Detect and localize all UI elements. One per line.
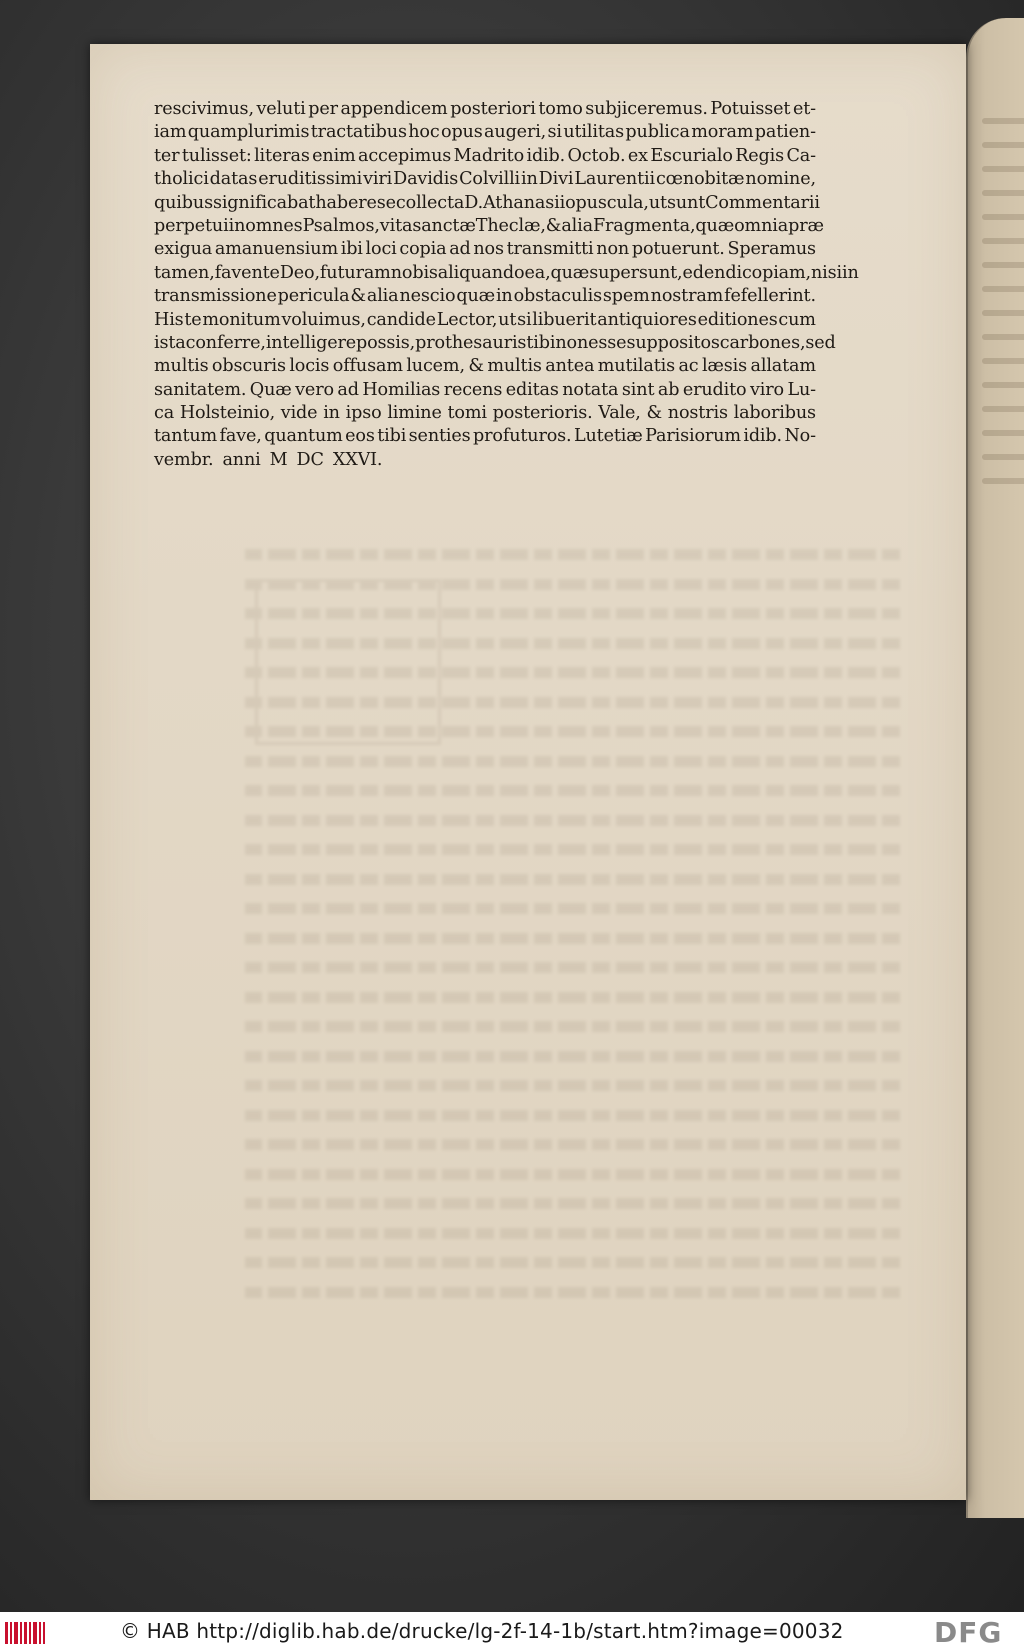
word: literas: [254, 145, 310, 166]
word: laboribus: [733, 403, 816, 424]
word: præ: [788, 215, 824, 236]
word: quæ: [550, 262, 590, 283]
word: Colvilli: [459, 169, 521, 190]
word: utilitas: [563, 122, 624, 143]
word: transmitti: [506, 239, 594, 260]
word: Regis: [735, 145, 785, 166]
word: Laurentii: [574, 169, 655, 190]
word: Commentarii: [705, 192, 820, 213]
word: appendicem: [340, 99, 448, 119]
word: quæ: [695, 215, 735, 236]
word: tibi: [377, 426, 407, 447]
word: ut: [648, 192, 667, 213]
word: nobis: [390, 262, 438, 283]
word: potuerunt.: [631, 239, 725, 260]
word: favente: [214, 262, 280, 283]
word: vide: [280, 403, 318, 424]
word: profuturos.: [473, 426, 572, 447]
word: ut: [498, 309, 517, 330]
footer-citation-link[interactable]: © HAB http://diglib.hab.de/drucke/lg-2f-14-1b/start.htm?image=00032: [120, 1619, 844, 1643]
word: si: [547, 122, 562, 143]
word: thesauris: [444, 332, 527, 353]
word: notata: [562, 379, 619, 400]
word: Speramus: [727, 239, 816, 260]
word: Fragmenta,: [592, 215, 696, 236]
word: et-: [792, 99, 816, 119]
word: ter: [154, 145, 180, 166]
word: idib.: [526, 145, 566, 166]
word: &: [350, 286, 366, 307]
word: viri: [363, 169, 393, 190]
dfg-logo: DFG: [934, 1616, 1003, 1649]
text-line: [154, 121, 816, 144]
word: Parisiorum: [645, 426, 741, 447]
word: copia: [399, 239, 447, 260]
word: Vale,: [598, 403, 641, 424]
word: monitum: [202, 309, 281, 330]
word: alia: [366, 286, 399, 307]
word: Ca-: [786, 145, 816, 166]
word: Davidis: [393, 169, 459, 190]
word: transmissione: [154, 286, 277, 307]
word: sanitatem.: [154, 379, 247, 400]
word: Potuisset: [710, 99, 791, 119]
word: limine: [387, 403, 442, 424]
word: &: [545, 215, 562, 236]
word: perpetui: [154, 215, 229, 236]
word: exigua: [154, 239, 213, 260]
word: erudito: [682, 379, 747, 400]
text-line: [154, 168, 816, 191]
word: edendi: [682, 262, 742, 283]
word: vita: [379, 215, 413, 236]
word: tractatibus: [310, 122, 407, 143]
text-line: [154, 355, 816, 378]
word: publica: [625, 122, 690, 143]
word: quæ: [456, 286, 496, 307]
word: Octob.: [567, 145, 626, 166]
word: Lutetiæ: [573, 426, 643, 447]
word: recens: [443, 379, 503, 400]
word: hoc: [408, 122, 440, 143]
page-text-block: [154, 98, 859, 472]
word: locis: [289, 356, 330, 377]
word: accepimus: [358, 145, 452, 166]
word: editas: [505, 379, 559, 400]
word: mutilatis: [597, 356, 675, 377]
word: &: [468, 356, 484, 377]
word: cum: [778, 309, 816, 330]
word: nostram: [650, 286, 724, 307]
word: non: [555, 332, 589, 353]
word: ista: [154, 332, 186, 353]
word: antiquiores: [597, 309, 697, 330]
word: tantum: [154, 426, 218, 447]
word: subjiceremus.: [585, 99, 708, 119]
word: sunt: [666, 192, 706, 213]
word: His: [154, 309, 184, 330]
word: tulisset:: [181, 145, 252, 166]
word: DC: [296, 449, 324, 470]
verso-show-through: [245, 549, 900, 1349]
word: tholici: [154, 169, 209, 190]
word: sed: [805, 332, 836, 353]
word: candide: [366, 309, 436, 330]
word: opus: [441, 122, 483, 143]
word: te: [184, 309, 202, 330]
word: loci: [365, 239, 397, 260]
text-line: [154, 449, 816, 472]
word: si: [517, 309, 532, 330]
text-line: [154, 309, 816, 332]
word: eruditissimi: [258, 169, 363, 190]
text-line: [154, 379, 816, 402]
word: in: [323, 403, 340, 424]
word: nostris: [667, 403, 728, 424]
text-line: [154, 145, 816, 168]
word: eos: [345, 426, 375, 447]
word: senties: [408, 426, 471, 447]
word: D.: [464, 192, 484, 213]
adjacent-page-edge: [966, 18, 1024, 1518]
word: aliquando: [437, 262, 525, 283]
word: posteriori: [450, 99, 536, 119]
word: obstaculis: [513, 286, 602, 307]
word: Quæ: [249, 379, 292, 400]
word: tamen,: [154, 262, 215, 283]
word: ad: [449, 239, 471, 260]
word: Lector,: [436, 309, 498, 330]
word: datas: [209, 169, 258, 190]
word: Lu-: [787, 379, 816, 400]
word: lucem,: [406, 356, 465, 377]
word: Homilias: [362, 379, 441, 400]
word: habere: [315, 192, 377, 213]
word: idib.: [743, 426, 782, 447]
word: ex: [627, 145, 648, 166]
word: se: [376, 192, 396, 213]
word: per: [308, 99, 338, 119]
word: Escurialo: [650, 145, 733, 166]
word: Deo,: [279, 262, 320, 283]
word: editiones: [697, 309, 778, 330]
word: Theclæ,: [475, 215, 546, 236]
word: ipso: [345, 403, 382, 424]
word: in: [495, 286, 513, 307]
text-line: [154, 402, 816, 425]
word: supersunt,: [589, 262, 683, 283]
word: vero: [295, 379, 334, 400]
word: fave,: [219, 426, 262, 447]
word: patien-: [754, 122, 816, 143]
word: nisi: [811, 262, 843, 283]
word: nos: [473, 239, 504, 260]
word: ab: [657, 379, 680, 400]
word: augeri,: [484, 122, 547, 143]
word: ad: [337, 379, 359, 400]
word: libuerit: [532, 309, 597, 330]
word: &: [646, 403, 663, 424]
word: nescio: [399, 286, 456, 307]
word: No-: [784, 426, 816, 447]
word: significabat: [212, 192, 316, 213]
word: posterioris.: [492, 403, 593, 424]
text-line: [154, 262, 859, 285]
word: in: [842, 262, 859, 283]
word: allatam: [750, 356, 816, 377]
word: quamplurimis: [187, 122, 310, 143]
word: Psalmos,: [302, 215, 380, 236]
text-line: [154, 192, 820, 215]
word: conferre,: [185, 332, 266, 353]
word: ac: [678, 356, 699, 377]
word: Divi: [538, 169, 574, 190]
word: tomo: [538, 99, 583, 119]
word: viro: [749, 379, 784, 400]
word: Athanasii: [483, 192, 566, 213]
text-line: [154, 425, 816, 448]
word: rescivimus,: [154, 99, 254, 119]
word: XXVI.: [332, 449, 383, 470]
word: intelligere: [265, 332, 356, 353]
word: esse: [588, 332, 627, 353]
word: multis: [154, 356, 209, 377]
word: carbones,: [719, 332, 806, 353]
footer-bar: [0, 1612, 1024, 1652]
word: veluti: [256, 99, 306, 119]
word: voluimus,: [281, 309, 366, 330]
word: sanctæ: [412, 215, 476, 236]
word: collecta: [395, 192, 465, 213]
text-line: [154, 332, 836, 355]
word: vembr.: [154, 449, 214, 470]
word: omnes: [245, 215, 303, 236]
word: alia: [561, 215, 593, 236]
text-line: [154, 215, 824, 238]
text-line: [154, 98, 816, 121]
word: suppositos: [626, 332, 720, 353]
word: possis,: [355, 332, 416, 353]
word: ibi: [340, 239, 363, 260]
word: amanuensium: [214, 239, 338, 260]
word: futuram: [319, 262, 391, 283]
word: M: [269, 449, 288, 470]
word: quibus: [154, 192, 213, 213]
word: Holsteinio,: [179, 403, 276, 424]
word: nomine,: [745, 169, 816, 190]
word: quantum: [264, 426, 343, 447]
word: offusam: [332, 356, 403, 377]
word: in: [521, 169, 538, 190]
word: iam: [154, 122, 187, 143]
hab-barcode-logo-icon: [4, 1620, 46, 1646]
word: tomi: [447, 403, 487, 424]
word: non: [596, 239, 630, 260]
word: ca: [154, 403, 175, 424]
word: enim: [312, 145, 356, 166]
text-line: [154, 238, 816, 261]
word: multis: [487, 356, 542, 377]
word: sint: [621, 379, 655, 400]
word: antea: [545, 356, 595, 377]
word: ea,: [524, 262, 551, 283]
word: pro: [415, 332, 445, 353]
word: pericula: [277, 286, 350, 307]
word: tibi: [526, 332, 556, 353]
word: Madrito: [453, 145, 525, 166]
word: opuscula,: [565, 192, 649, 213]
word: obscuris: [211, 356, 286, 377]
word: omnia: [734, 215, 789, 236]
word: spem: [602, 286, 650, 307]
word: in: [228, 215, 246, 236]
text-line: [154, 285, 816, 308]
word: anni: [222, 449, 261, 470]
word: cœnobitæ: [655, 169, 745, 190]
word: copiam,: [741, 262, 811, 283]
word: fefellerint.: [724, 286, 816, 307]
word: læsis: [701, 356, 748, 377]
word: moram: [691, 122, 754, 143]
